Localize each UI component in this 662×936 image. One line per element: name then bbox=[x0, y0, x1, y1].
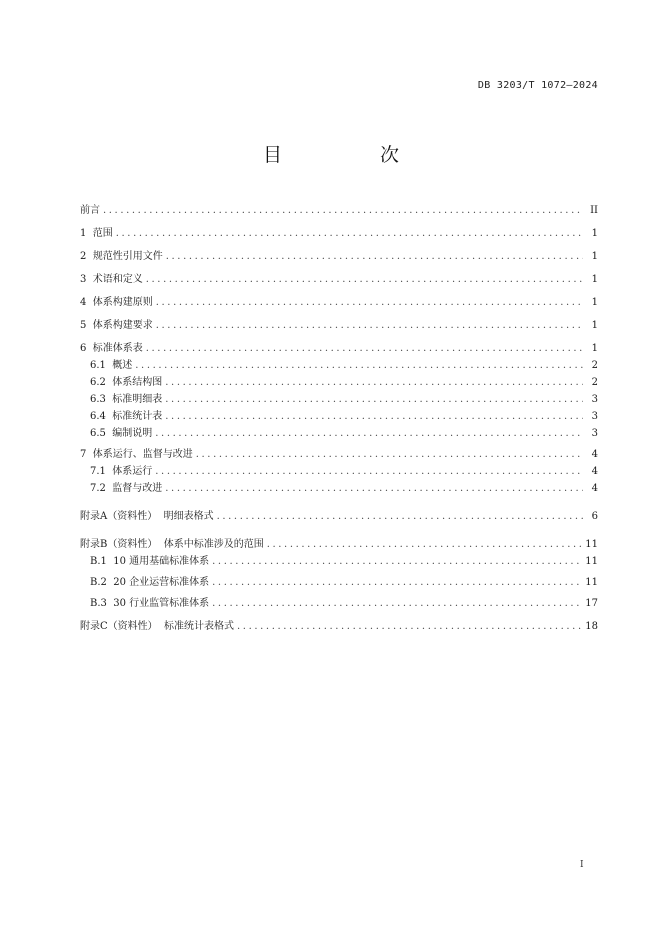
toc-number: 1 bbox=[80, 228, 93, 239]
toc-page: 2 bbox=[591, 377, 598, 388]
toc-page: 18 bbox=[585, 621, 598, 632]
toc-entry-foreword[interactable] bbox=[80, 200, 598, 217]
toc-number: 6.4 bbox=[90, 411, 113, 422]
toc-leader bbox=[165, 394, 583, 406]
toc-label: 20 企业运营标准体系 bbox=[113, 577, 210, 588]
toc-entry-5[interactable] bbox=[80, 315, 598, 332]
page-number: I bbox=[580, 860, 584, 870]
toc-leader bbox=[103, 205, 583, 217]
toc-page: 3 bbox=[591, 411, 598, 422]
toc-number: 7.2 bbox=[90, 483, 113, 494]
toc-leader bbox=[237, 621, 582, 633]
page-title: 目 次 bbox=[262, 144, 446, 166]
toc-leader bbox=[156, 320, 583, 332]
toc-leader bbox=[146, 343, 583, 355]
toc-leader bbox=[212, 598, 582, 610]
toc-entry-b-2[interactable] bbox=[80, 572, 598, 589]
toc-page: 11 bbox=[585, 577, 598, 588]
toc-label: 体系构建要求 bbox=[92, 320, 153, 331]
toc-page: 1 bbox=[591, 343, 598, 354]
toc-page: 1 bbox=[591, 251, 598, 262]
toc-entry-6-2[interactable] bbox=[80, 372, 598, 389]
toc-entry-7-1[interactable] bbox=[80, 461, 598, 478]
toc-number: 4 bbox=[80, 297, 93, 308]
toc-page: 1 bbox=[591, 274, 598, 285]
toc-page: 17 bbox=[585, 598, 598, 609]
toc-leader bbox=[212, 556, 582, 568]
toc-number: 7 bbox=[80, 449, 93, 460]
toc-leader bbox=[155, 428, 583, 440]
toc-label: 体系运行、监督与改进 bbox=[92, 449, 193, 460]
toc-entry-appendix-a[interactable] bbox=[80, 506, 598, 523]
toc-number: 6 bbox=[80, 343, 93, 354]
toc-label: 30 行业监管标准体系 bbox=[113, 598, 210, 609]
toc-number: 2 bbox=[80, 251, 93, 262]
toc-label: 体系结构图 bbox=[112, 377, 163, 388]
toc-label: 规范性引用文件 bbox=[92, 251, 163, 262]
toc-page: 1 bbox=[591, 297, 598, 308]
toc-leader bbox=[116, 228, 583, 240]
toc-leader bbox=[146, 274, 583, 286]
toc-label: 10 通用基础标准体系 bbox=[113, 556, 210, 567]
toc-page: 4 bbox=[591, 483, 598, 494]
toc-entry-appendix-c[interactable] bbox=[80, 616, 598, 633]
toc-label: 体系构建原则 bbox=[92, 297, 153, 308]
toc-label: 体系运行 bbox=[112, 466, 153, 477]
toc-entry-b-1[interactable] bbox=[80, 551, 598, 568]
toc-label: 前言 bbox=[80, 205, 100, 216]
toc-page: 6 bbox=[591, 511, 598, 522]
toc-page: 4 bbox=[591, 449, 598, 460]
toc-number: 6.2 bbox=[90, 377, 113, 388]
toc-entry-6-4[interactable] bbox=[80, 406, 598, 423]
toc-leader bbox=[165, 411, 583, 423]
toc-entry-4[interactable] bbox=[80, 292, 598, 309]
toc-label: 附录A（资料性） 明细表格式 bbox=[80, 511, 214, 522]
toc-number: B.2 bbox=[90, 577, 114, 588]
toc-leader bbox=[135, 360, 583, 372]
toc-label: 标准统计表 bbox=[112, 411, 163, 422]
toc-label: 范围 bbox=[92, 228, 113, 239]
toc-page: 1 bbox=[591, 228, 598, 239]
toc-label: 附录C（资料性） 标准统计表格式 bbox=[80, 621, 235, 632]
toc-page: 2 bbox=[591, 360, 598, 371]
toc-entry-2[interactable] bbox=[80, 246, 598, 263]
toc-label: 标准明细表 bbox=[112, 394, 163, 405]
toc-leader bbox=[267, 539, 583, 551]
toc-entry-appendix-b[interactable] bbox=[80, 534, 598, 551]
toc-label: 附录B（资料性） 体系中标准涉及的范围 bbox=[80, 539, 264, 550]
toc-leader bbox=[156, 297, 583, 309]
toc-number: 6.1 bbox=[90, 360, 113, 371]
toc-leader bbox=[165, 483, 583, 495]
toc-number: 5 bbox=[80, 320, 93, 331]
toc-entry-6[interactable] bbox=[80, 338, 598, 355]
toc-entry-b-3[interactable] bbox=[80, 593, 598, 610]
toc-label: 编制说明 bbox=[112, 428, 153, 439]
toc-entry-6-5[interactable] bbox=[80, 423, 598, 440]
toc-page: 3 bbox=[591, 394, 598, 405]
table-of-contents bbox=[80, 200, 598, 633]
toc-number: 7.1 bbox=[90, 466, 113, 477]
toc-leader bbox=[212, 577, 582, 589]
toc-entry-7-2[interactable] bbox=[80, 478, 598, 495]
toc-label: 监督与改进 bbox=[112, 483, 163, 494]
toc-number: 3 bbox=[80, 274, 93, 285]
document-code: DB 3203/T 1072—2024 bbox=[477, 80, 598, 91]
toc-entry-3[interactable] bbox=[80, 269, 598, 286]
toc-label: 概述 bbox=[112, 360, 133, 371]
toc-entry-6-1[interactable] bbox=[80, 355, 598, 372]
toc-page: II bbox=[590, 205, 598, 216]
toc-leader bbox=[166, 251, 583, 263]
toc-entry-7[interactable] bbox=[80, 444, 598, 461]
toc-number: 6.3 bbox=[90, 394, 113, 405]
toc-number: B.3 bbox=[90, 598, 114, 609]
toc-entry-6-3[interactable] bbox=[80, 389, 598, 406]
toc-label: 术语和定义 bbox=[92, 274, 143, 285]
toc-leader bbox=[165, 377, 583, 389]
toc-leader bbox=[196, 449, 583, 461]
toc-page: 4 bbox=[591, 466, 598, 477]
toc-page: 11 bbox=[585, 556, 598, 567]
toc-number: B.1 bbox=[90, 556, 114, 567]
toc-number: 6.5 bbox=[90, 428, 113, 439]
toc-page: 3 bbox=[591, 428, 598, 439]
toc-leader bbox=[155, 466, 583, 478]
toc-label: 标准体系表 bbox=[92, 343, 143, 354]
toc-leader bbox=[217, 511, 583, 523]
toc-page: 1 bbox=[591, 320, 598, 331]
toc-entry-1[interactable] bbox=[80, 223, 598, 240]
toc-page: 11 bbox=[585, 539, 598, 550]
